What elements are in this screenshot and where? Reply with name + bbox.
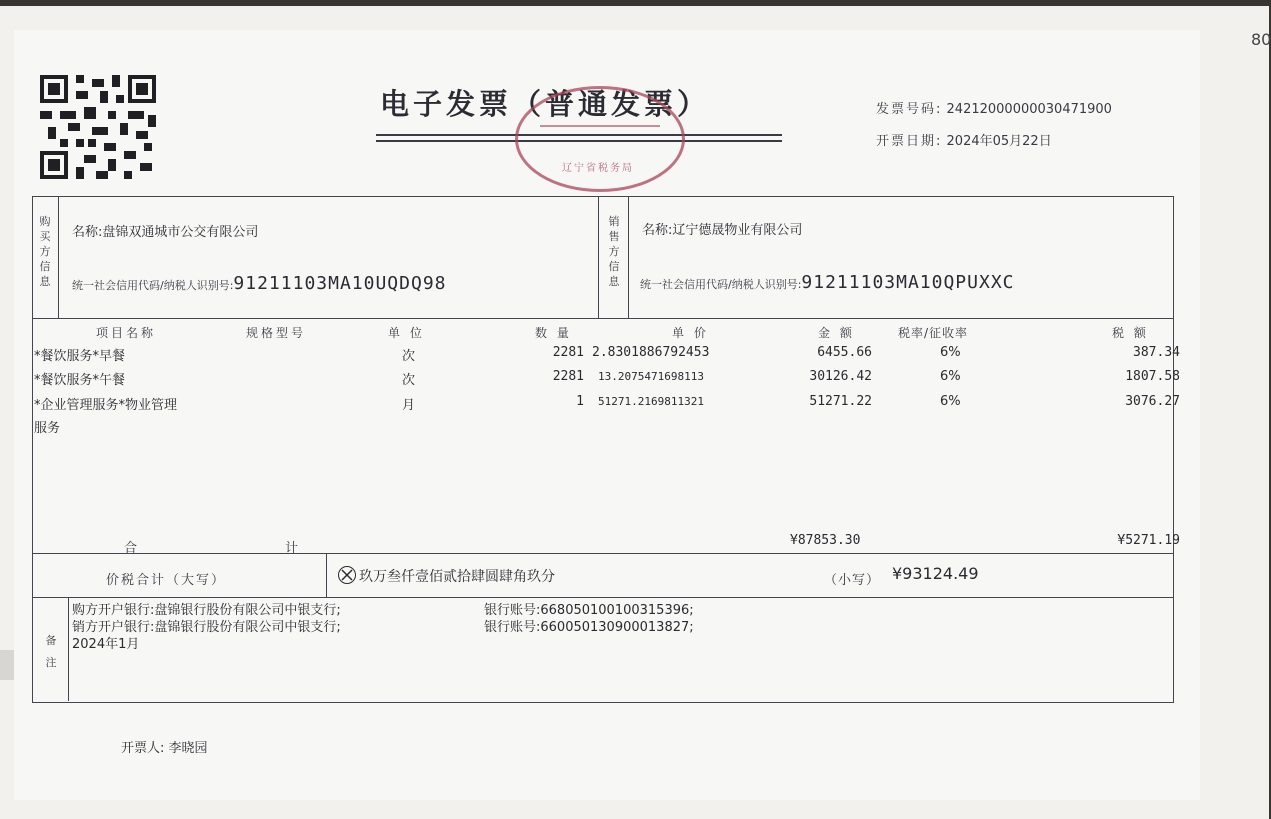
col-header-qty: 数 量 [535, 326, 572, 340]
item-rate: 6% [940, 345, 961, 360]
stamp-inner-rule [540, 125, 660, 127]
item-name: *企业管理服务*物业管理 [34, 398, 178, 413]
item-qty: 2281 [552, 369, 584, 384]
buyer-label-divider [58, 196, 59, 318]
total-upper-label: 价税合计（大写） [106, 573, 227, 588]
remarks-label-divider [68, 597, 69, 701]
item-name-continued: 服务 [34, 421, 61, 436]
item-rate: 6% [940, 394, 961, 409]
total-row-bottom-rule [32, 597, 1173, 598]
remarks-line: 2024年1月 [72, 637, 140, 652]
buyer-name-value: 盘锦双通城市公交有限公司 [102, 225, 259, 240]
invoice-date-value: 2024年05月22日 [946, 134, 1052, 149]
item-price: 51271.2169811321 [598, 395, 704, 408]
remarks-account: 银行账号:668050100100315396; [484, 603, 694, 618]
remarks-line: 销方开户银行:盘锦银行股份有限公司中银支行; [72, 620, 341, 635]
drawer-label: 开票人: [121, 741, 165, 756]
item-price: 2.8301886792453 [592, 345, 710, 360]
stamp-text: 辽宁省税务局 [562, 163, 634, 174]
seller-taxid-value: 91211103MA10QPUXXC [801, 272, 1015, 293]
col-header-rate: 税率/征收率 [898, 326, 969, 340]
col-header-spec: 规格型号 [246, 326, 307, 340]
invoice-title: 电子发票（普通发票） [380, 87, 711, 121]
item-price: 13.2075471698113 [598, 370, 704, 383]
qr-code [40, 75, 156, 179]
total-small-value: ¥93124.49 [892, 564, 979, 583]
item-amount: 30126.42 [809, 369, 872, 384]
invoice-number [876, 98, 1112, 117]
col-header-tax: 税 额 [1112, 326, 1149, 340]
buyer-taxid-label: 统一社会信用代码/纳税人识别号: [72, 279, 234, 292]
party-divider [598, 196, 599, 318]
drawer-name: 李晓园 [168, 741, 208, 756]
total-small-label: （小写） [824, 573, 881, 588]
item-name: *餐饮服务*早餐 [34, 349, 126, 364]
total-label-divider [326, 553, 327, 597]
item-tax: 3076.27 [1125, 394, 1180, 409]
item-unit: 次 [402, 349, 416, 364]
subtotal-amount: ¥87853.30 [790, 533, 861, 548]
subtotal-label: 合 计 [124, 541, 371, 556]
subtotal-tax: ¥5271.19 [1117, 533, 1180, 548]
col-header-item: 项目名称 [96, 326, 157, 340]
buyer-section-label: 购买方信息 [39, 215, 51, 288]
col-header-unit: 单 位 [388, 326, 425, 340]
remarks-label: 备注 [45, 634, 57, 669]
item-amount: 51271.22 [809, 394, 872, 409]
total-upper-value: 玖万叁仟壹佰贰拾肆圆肆角玖分 [359, 569, 555, 585]
buyer-taxid-value: 91211103MA10UQDQ98 [233, 273, 447, 294]
seller-taxid [640, 272, 1015, 293]
item-qty: 1 [576, 394, 584, 409]
edge-handwriting: 80 [1251, 30, 1271, 49]
cross-circle-icon [338, 566, 356, 584]
invoice-number-value: 24212000000030471900 [946, 102, 1112, 117]
item-unit: 月 [402, 398, 416, 413]
item-name: *餐饮服务*午餐 [34, 373, 126, 388]
buyer-name [72, 221, 258, 240]
item-tax: 387.34 [1133, 345, 1180, 360]
item-rate: 6% [940, 369, 961, 384]
item-unit: 次 [402, 373, 416, 388]
total-upper [338, 566, 555, 586]
tax-bureau-stamp [515, 86, 685, 192]
seller-label-divider [628, 196, 629, 318]
item-tax: 1807.58 [1125, 369, 1180, 384]
seller-section-label: 销售方信息 [608, 215, 620, 288]
buyer-taxid [72, 273, 447, 294]
drawer [121, 737, 208, 756]
invoice-date [876, 130, 1052, 149]
seller-taxid-label: 统一社会信用代码/纳税人识别号: [640, 278, 802, 291]
seller-name-label: 名称: [642, 223, 673, 238]
invoice-date-label: 开票日期: [876, 134, 943, 149]
total-row-top-rule [32, 553, 1173, 554]
page-edge-shadow [0, 650, 14, 680]
invoice-number-label: 发票号码: [876, 102, 943, 117]
col-header-price: 单 价 [672, 326, 709, 340]
col-header-amount: 金 额 [818, 326, 855, 340]
seller-name [642, 219, 802, 238]
buyer-name-label: 名称: [72, 225, 103, 240]
item-qty: 2281 [552, 345, 584, 360]
remarks-account: 银行账号:660050130900013827; [484, 620, 694, 635]
item-amount: 6455.66 [817, 345, 872, 360]
remarks-line: 购方开户银行:盘锦银行股份有限公司中银支行; [72, 603, 341, 618]
seller-name-value: 辽宁德晟物业有限公司 [672, 223, 803, 238]
party-row-bottom-rule [32, 318, 1173, 319]
